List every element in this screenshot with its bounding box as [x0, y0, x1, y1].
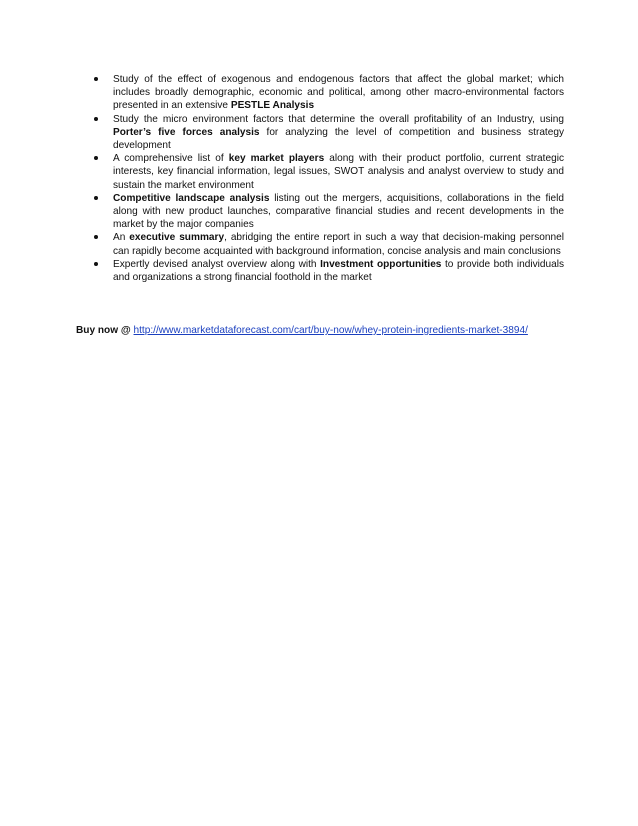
bullet-item-pestle	[94, 73, 564, 113]
bullet-text: An	[113, 232, 130, 244]
bullet-dot-icon	[94, 117, 98, 121]
bullet-text: , abridging the entire report in such a way that decision-making personnel can rapidly become acquainted with background information, concise analysis and main conclusions	[113, 232, 564, 257]
bullet-item-investment	[94, 258, 564, 284]
bullet-text: Expertly devised analyst overview along with	[113, 258, 321, 270]
bullet-dot-icon	[94, 262, 98, 266]
buy-now-paragraph	[76, 324, 564, 337]
bullet-item-executive-summary	[94, 231, 564, 257]
bullet-bold-text: Competitive landscape analysis	[113, 192, 270, 204]
bullet-bold-text: PESTLE Analysis	[230, 100, 315, 112]
bullet-text: Study of the effect of exogenous and endogenous factors that affect the global market; which includes broadly demographic, economic and political, among other macro-environmental factors presented in an extensive	[113, 74, 564, 112]
bullet-item-porter	[94, 113, 564, 153]
bullet-dot-icon	[94, 235, 98, 239]
bullet-text: to provide both individuals and organizations a strong financial foothold in the market	[113, 258, 564, 284]
bullet-text: along with their product portfolio, current strategic interests, key financial information, legal issues, SWOT analysis and analyst overview to study and sustain the market environment	[113, 153, 564, 191]
bullet-bold-text: key market players	[228, 153, 325, 165]
bullet-text: for analyzing the level of competition and business strategy development	[113, 126, 565, 152]
bullet-text: listing out the mergers, acquisitions, collaborations in the field along with new product launches, comparative financial studies and recent developments in the market by the major companies	[113, 192, 564, 231]
bullet-item-competitive-landscape	[94, 192, 564, 232]
bullet-bold-text: executive summary	[129, 232, 225, 244]
buy-now-label: Buy now @	[76, 325, 131, 336]
bullet-dot-icon	[94, 77, 98, 81]
bullet-bold-text: Porter’s five forces analysis	[113, 126, 260, 138]
bullet-item-key-players	[94, 152, 564, 192]
bullet-text: Study the micro environment factors that determine the overall profitability of an Industry, using	[113, 113, 564, 125]
bullet-dot-icon	[94, 196, 98, 200]
feature-bullet-list	[94, 73, 564, 284]
bullet-bold-text: Investment opportunities	[320, 258, 442, 270]
bullet-dot-icon	[94, 156, 98, 160]
buy-now-link[interactable]: http://www.marketdataforecast.com/cart/buy-now/whey-protein-ingredients-market-3894/	[133, 325, 528, 336]
bullet-text: A comprehensive list of	[113, 153, 229, 165]
